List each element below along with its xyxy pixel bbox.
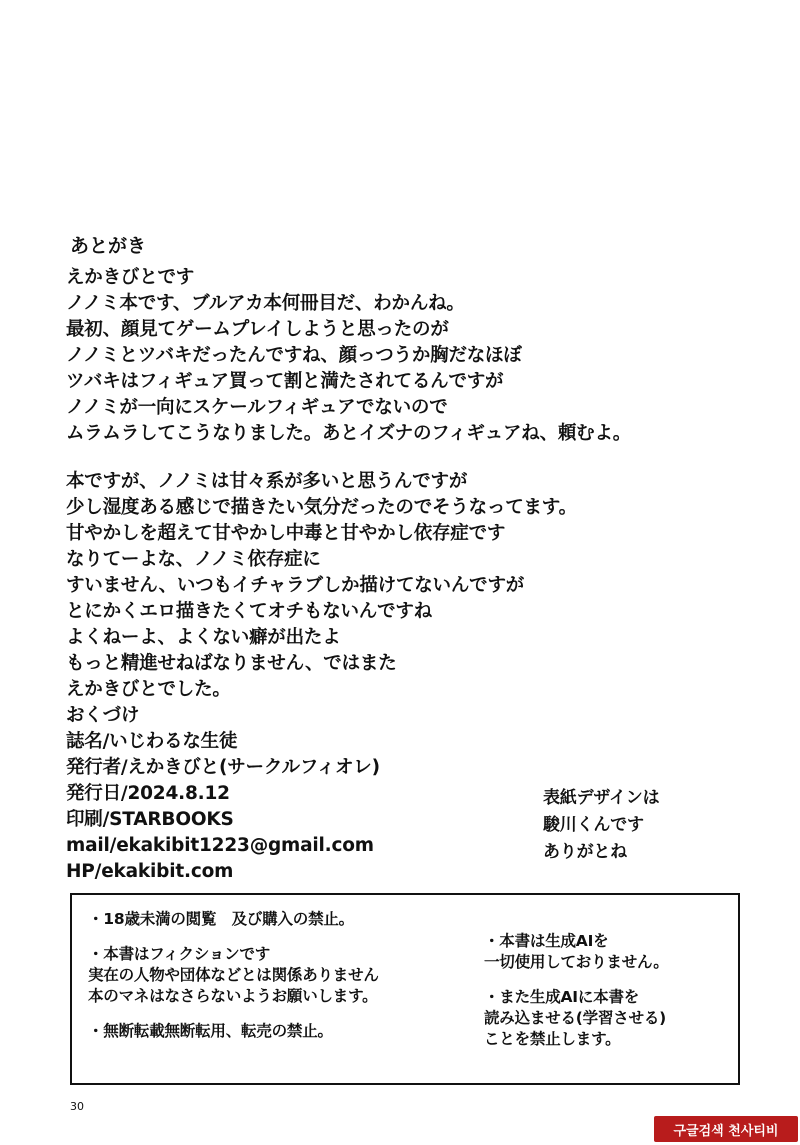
text-line: 少し湿度ある感じで描きたい気分だったのでそうなってます。 [66, 497, 577, 518]
notice-box [70, 893, 740, 1085]
notice-no-reproduction [88, 1021, 468, 1042]
text-line: ありがとね [543, 842, 627, 862]
text-line: ・本書はフィクションです [88, 945, 271, 963]
text-line: もっと精進せねばなりません、ではまた [66, 653, 397, 674]
colophon-printer: 印刷/STARBOOKS [66, 809, 234, 830]
text-line: えかきびとです [66, 267, 195, 288]
text-line: ムラムラしてこうなりました。あとイズナのフィギュアね、頼むよ。 [66, 423, 632, 444]
notice-no-ai-training [484, 987, 734, 1050]
text-line: えかきびとでした。 [66, 679, 231, 700]
text-line: なりてーよな、ノノミ依存症に [66, 549, 321, 570]
text-line: 読み込ませる(学習させる) [484, 1009, 667, 1027]
text-line: よくねーよ、よくない癖が出たよ [66, 627, 341, 648]
text-line: ノノミ本です、ブルアカ本何冊目だ、わかんね。 [66, 293, 465, 314]
text-line: ・18歳未満の閲覧 及び購入の禁止。 [88, 910, 354, 928]
text-line: ・また生成AIに本書を [484, 988, 640, 1006]
colophon-date: 発行日/2024.8.12 [66, 783, 230, 804]
text-line: 本ですが、ノノミは甘々系が多いと思うんですが [66, 471, 468, 492]
text-line: 一切使用しておりません。 [484, 953, 669, 971]
text-line: ・本書は生成AIを [484, 932, 609, 950]
colophon [66, 703, 486, 885]
watermark-badge: 구글검색 천사티비 [654, 1116, 798, 1142]
colophon-title: 誌名/いじわるな生徒 [66, 731, 238, 752]
text-line: 甘やかしを超えて甘やかし中毒と甘やかし依存症です [66, 523, 506, 544]
notice-age-restriction [88, 909, 468, 930]
text-line: 実在の人物や団体などとは関係ありません [88, 966, 379, 984]
text-line: 表紙デザインは [543, 788, 660, 808]
text-line: 最初、顔見てゲームプレイしようと思ったのが [66, 319, 449, 340]
text-line: ・無断転載無断転用、転売の禁止。 [88, 1022, 333, 1040]
text-line: 駿川くんです [543, 815, 644, 835]
cover-design-credit [543, 785, 763, 866]
colophon-heading: おくづけ [66, 705, 140, 726]
notice-column-left [88, 909, 468, 1056]
text-line: ことを禁止します。 [484, 1030, 621, 1048]
colophon-mail: mail/ekakibit1223@gmail.com [66, 835, 374, 856]
text-line: 本のマネはなさらないようお願いします。 [88, 987, 378, 1005]
notice-no-ai-used [484, 931, 734, 973]
afterword-heading: あとがき [70, 235, 147, 257]
text-line: ツバキはフィギュア買って割と満たされてるんですが [66, 371, 504, 392]
colophon-homepage: HP/ekakibit.com [66, 861, 234, 882]
notice-column-right [484, 931, 734, 1064]
page-number: 30 [70, 1100, 84, 1113]
text-line: すいません、いつもイチャラブしか描けてないんですが [66, 575, 525, 596]
text-line: とにかくエロ描きたくてオチもないんですね [66, 601, 433, 622]
afterword-paragraph-1 [66, 265, 766, 447]
notice-fiction [88, 944, 468, 1007]
afterword-body [66, 265, 766, 725]
text-line: ノノミが一向にスケールフィギュアでないので [66, 397, 448, 418]
colophon-publisher: 発行者/えかきびと(サークルフィオレ) [66, 757, 380, 778]
text-line: ノノミとツバキだったんですね、顔っつうか胸だなほぼ [66, 345, 522, 366]
afterword-paragraph-2 [66, 469, 766, 703]
